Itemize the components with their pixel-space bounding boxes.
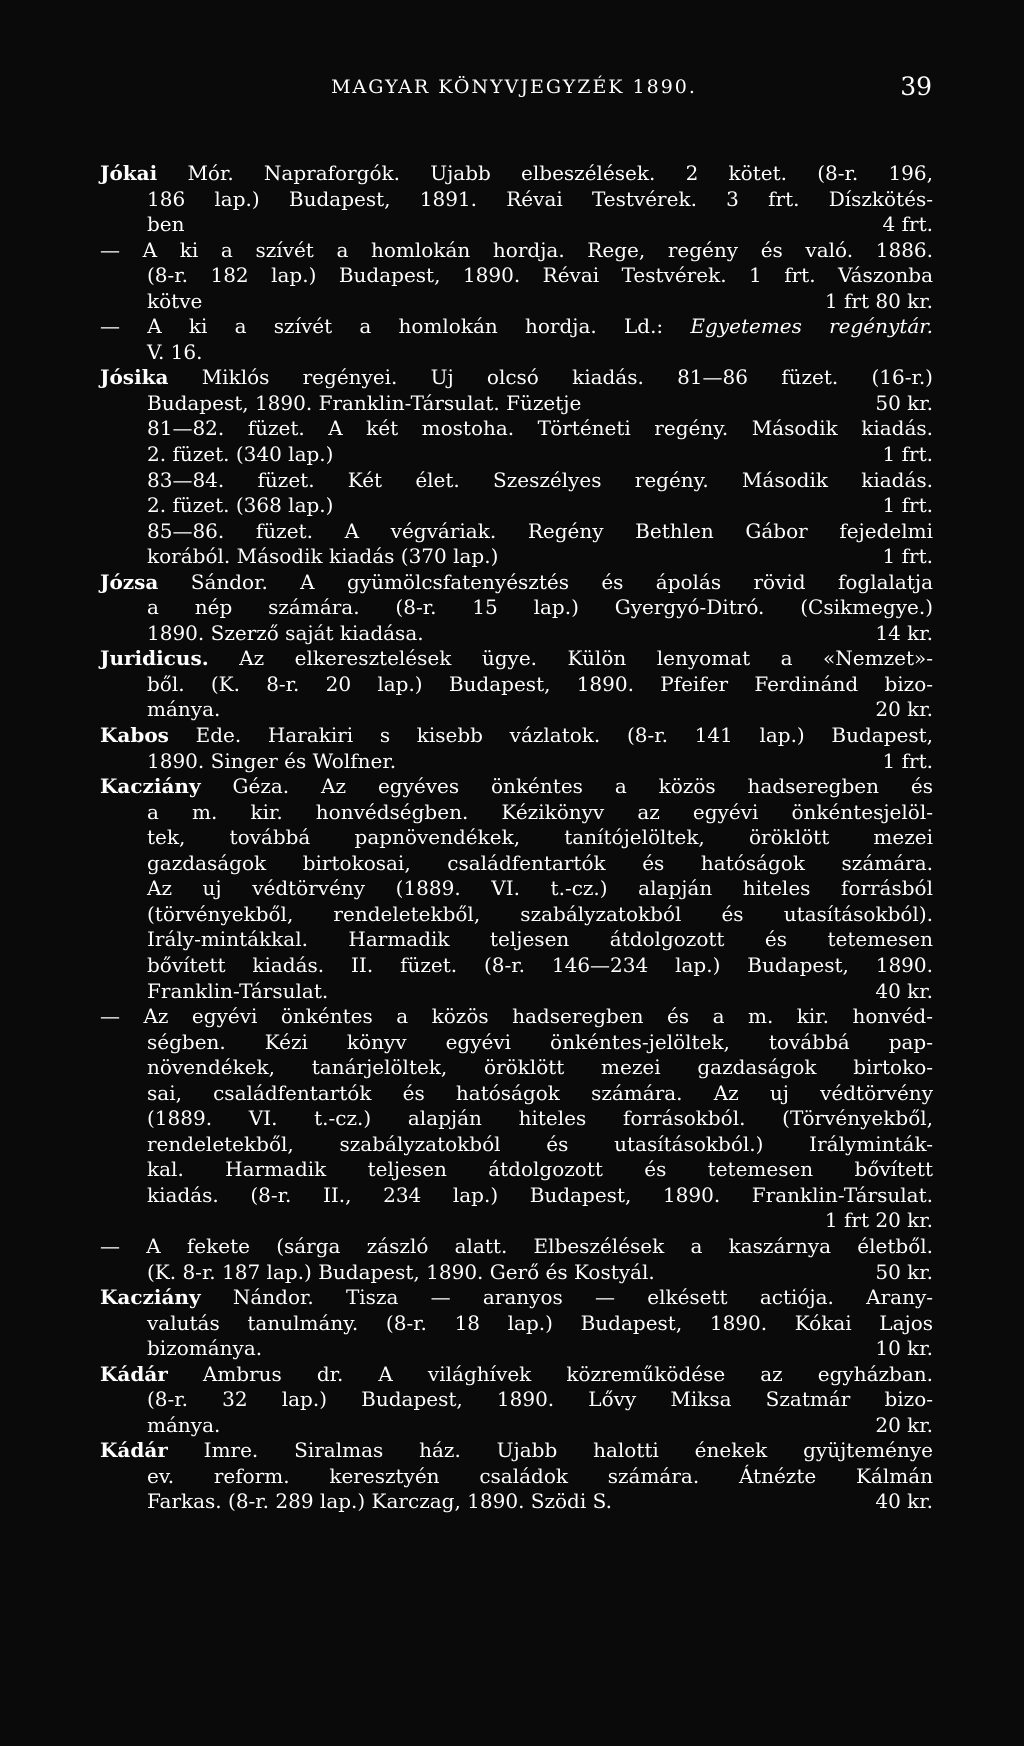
entry-text xyxy=(147,876,933,900)
entry-text xyxy=(147,1464,933,1488)
entry-body: mánya. xyxy=(147,697,221,722)
entry-text xyxy=(100,1234,933,1258)
entry-body: V. 16. xyxy=(147,339,203,364)
entry-line xyxy=(100,1030,933,1056)
entry-line xyxy=(100,1464,933,1490)
entry-line xyxy=(100,468,933,494)
entry-text xyxy=(147,468,933,492)
price: 50 kr. xyxy=(875,1259,933,1284)
entry-body: 85—86. füzet. A végváriak. Regény Bethlen Gábor fejedelmi xyxy=(147,518,933,543)
entry-body: tek, továbbá papnövendékek, tanítójelöltek, öröklött mezei xyxy=(147,825,933,850)
entry-text xyxy=(147,1413,220,1437)
entry-body: Géza. Az egyéves önkéntes a közös hadseregben és xyxy=(200,774,933,799)
entry-line xyxy=(100,212,933,238)
entry-text xyxy=(147,493,333,517)
entry-line xyxy=(100,1413,933,1439)
entry-body: kiadás. (8-r. II., 234 lap.) Budapest, 1890. Franklin-Társulat. xyxy=(147,1182,933,1207)
entry-text xyxy=(147,1106,933,1130)
entry-line xyxy=(100,1055,933,1081)
price: 50 kr. xyxy=(875,390,933,415)
entry-text xyxy=(147,927,933,951)
price: 10 kr. xyxy=(875,1336,933,1361)
author-surname: Kádár xyxy=(100,1361,168,1386)
entry-body: 83—84. füzet. Két élet. Szeszélyes regény. Második kiadás. xyxy=(147,467,933,492)
entry-text xyxy=(147,953,933,977)
entry-line xyxy=(100,1336,933,1362)
entry-body: (1889. VI. t.-cz.) alapján hiteles forrásokból. (Törvényekből, xyxy=(147,1106,933,1131)
entry-text xyxy=(100,365,933,389)
entry-text xyxy=(147,749,396,773)
entry-body: Sándor. A gyümölcsfatenyésztés és ápolás rövid foglalatja xyxy=(158,569,933,594)
entry-line xyxy=(100,289,933,315)
price: 1 frt. xyxy=(882,442,933,467)
author-surname: Jókai xyxy=(100,161,158,185)
price: 1 frt. xyxy=(882,748,933,773)
entry-text xyxy=(147,289,202,313)
entry-line xyxy=(100,749,933,775)
author-surname: Juridicus. xyxy=(100,646,209,671)
entry-line xyxy=(100,1489,933,1515)
entry-text xyxy=(100,1004,933,1028)
entry-text xyxy=(147,340,202,364)
entry-line xyxy=(100,697,933,723)
entry-line xyxy=(100,1004,933,1030)
entry-line xyxy=(100,1081,933,1107)
entry-line xyxy=(100,672,933,698)
entry-body: növendékek, tanárjelöltek, öröklött mezei gazdaságok birtoko- xyxy=(147,1055,933,1080)
entry-text xyxy=(147,851,933,875)
entry-line xyxy=(100,646,933,672)
entry-body: 2. füzet. (368 lap.) xyxy=(147,493,334,518)
entry-line xyxy=(100,187,933,213)
price: 40 kr. xyxy=(875,978,933,1003)
entry-body: ből. (K. 8-r. 20 lap.) Budapest, 1890. Pfeifer Ferdinánd bizo- xyxy=(147,671,933,696)
entry-body: sai, családfentartók és hatóságok számára. Az uj védtörvény xyxy=(147,1080,933,1105)
entry-line xyxy=(100,1387,933,1413)
entry-body: Mór. Napraforgók. Ujabb elbeszélések. 2 kötet. (8-r. 196, xyxy=(157,161,933,185)
entry-text xyxy=(100,314,933,338)
entry-line xyxy=(100,365,933,391)
entry-line xyxy=(100,161,933,187)
entry-line xyxy=(100,1234,933,1260)
entry-text xyxy=(147,391,581,415)
entry-text xyxy=(100,774,933,798)
entry-line xyxy=(100,314,933,340)
entry-line xyxy=(100,519,933,545)
entry-text xyxy=(147,416,933,440)
entry-text xyxy=(147,1336,262,1360)
entry-body: — Az egyévi önkéntes a közös hadseregben és a m. kir. honvéd- xyxy=(100,1004,933,1029)
entry-line xyxy=(100,391,933,417)
entry-body: ben xyxy=(147,212,185,237)
entry-line xyxy=(100,1132,933,1158)
entry-body: kal. Harmadik teljesen átdolgozott és tetemesen bővített xyxy=(147,1157,933,1182)
entry-text xyxy=(147,1030,933,1054)
price: 1 frt. xyxy=(882,493,933,518)
entry-body: a m. kir. honvédségben. Kézikönyv az egyévi önkéntesjelöl- xyxy=(147,799,933,824)
entry-text xyxy=(100,238,933,262)
author-surname: Kacziány xyxy=(100,1285,201,1310)
entry-line xyxy=(100,1285,933,1311)
entry-text xyxy=(100,1438,933,1462)
entry-body: 1890. Singer és Wolfner. xyxy=(147,748,397,773)
entry-text xyxy=(147,544,498,568)
entry-body: Farkas. (8-r. 289 lap.) Karczag, 1890. Szödi S. xyxy=(147,1489,612,1514)
entry-text xyxy=(100,723,933,747)
entry-line xyxy=(100,1208,933,1234)
price: 4 frt. xyxy=(882,212,933,237)
entry-text xyxy=(147,1081,933,1105)
entry-text xyxy=(100,1362,933,1386)
price: 20 kr. xyxy=(875,697,933,722)
entry-line xyxy=(100,902,933,928)
entry-text xyxy=(147,697,220,721)
entry-body: — A ki a szívét a homlokán hordja. Rege, regény és való. 1886. xyxy=(100,237,933,262)
entry-line xyxy=(100,1157,933,1183)
entry-body: (K. 8-r. 187 lap.) Budapest, 1890. Gerő és Kostyál. xyxy=(147,1259,655,1284)
entry-line xyxy=(100,800,933,826)
entry-line xyxy=(100,1311,933,1337)
entry-body: Ede. Harakiri s kisebb vázlatok. (8-r. 141 lap.) Budapest, xyxy=(168,723,933,748)
entry-line xyxy=(100,825,933,851)
entry-text xyxy=(147,1132,933,1156)
entry-body: Nándor. Tisza — aranyos — elkésett actiója. Arany- xyxy=(200,1285,933,1310)
entry-body: ségben. Kézi könyv egyévi önkéntes-jelöltek, továbbá pap- xyxy=(147,1029,933,1054)
author-surname: Jósika xyxy=(100,365,169,390)
entry-body: 186 lap.) Budapest, 1891. Révai Testvérek. 3 frt. Díszkötés- xyxy=(147,186,933,211)
entry-text xyxy=(147,595,933,619)
entry-body: (8-r. 32 lap.) Budapest, 1890. Lővy Miksa Szatmár bizo- xyxy=(147,1387,933,1412)
entry-line xyxy=(100,595,933,621)
entry-body: bővített kiadás. II. füzet. (8-r. 146—234 lap.) Budapest, 1890. xyxy=(147,952,933,977)
entry-text xyxy=(147,1260,655,1284)
entry-line xyxy=(100,1362,933,1388)
entry-text xyxy=(147,979,328,1003)
entry-text xyxy=(147,621,424,645)
entry-line xyxy=(100,979,933,1005)
price: 14 kr. xyxy=(875,620,933,645)
entry-body: (8-r. 182 lap.) Budapest, 1890. Révai Testvérek. 1 frt. Vászonba xyxy=(147,263,933,288)
entry-text xyxy=(147,442,333,466)
entry-text xyxy=(147,187,933,211)
entry-line xyxy=(100,723,933,749)
entry-text xyxy=(147,1489,612,1513)
entry-text xyxy=(147,212,185,236)
entry-body: Franklin-Társulat. xyxy=(147,978,329,1003)
entry-line xyxy=(100,544,933,570)
entry-text xyxy=(147,672,933,696)
author-surname: Kacziány xyxy=(100,774,201,799)
entry-line xyxy=(100,570,933,596)
entry-text xyxy=(147,902,933,926)
entry-body: kötve xyxy=(147,288,203,313)
entry-text xyxy=(100,161,933,185)
entry-line xyxy=(100,1183,933,1209)
entry-line xyxy=(100,621,933,647)
entry-line xyxy=(100,1438,933,1464)
entry-line xyxy=(100,953,933,979)
entry-body: Budapest, 1890. Franklin-Társulat. Füzetje xyxy=(147,390,582,415)
entry-body: 2. füzet. (340 lap.) xyxy=(147,442,334,467)
author-surname: Kádár xyxy=(100,1438,168,1463)
price: 1 frt 80 kr. xyxy=(824,288,933,313)
entry-line xyxy=(100,1106,933,1132)
entry-line xyxy=(100,851,933,877)
entry-line xyxy=(100,340,933,366)
entry-line xyxy=(100,416,933,442)
entry-text xyxy=(147,519,933,543)
entry-body: valutás tanulmány. (8-r. 18 lap.) Budapest, 1890. Kókai Lajos xyxy=(147,1310,933,1335)
entry-line xyxy=(100,493,933,519)
entry-line xyxy=(100,263,933,289)
author-surname: Kabos xyxy=(100,723,169,748)
entry-text xyxy=(100,1285,933,1309)
entry-text xyxy=(147,263,933,287)
price: 1 frt 20 kr. xyxy=(824,1208,933,1233)
entry-text xyxy=(147,1157,933,1181)
entry-body: Ambrus dr. A világhívek közreműködése az egyházban. xyxy=(167,1361,933,1386)
page-header xyxy=(96,72,932,102)
entry-text xyxy=(147,825,933,849)
entry-body: Miklós regényei. Uj olcsó kiadás. 81—86 füzet. (16-r.) xyxy=(168,365,933,390)
entry-line xyxy=(100,238,933,264)
entry-body: — A fekete (sárga zászló alatt. Elbeszélések a kaszárnya életből. xyxy=(100,1233,933,1258)
price: 1 frt. xyxy=(882,544,933,569)
entry-text xyxy=(147,1311,933,1335)
entry-line xyxy=(100,774,933,800)
running-title: MAGYAR KÖNYVJEGYZÉK 1890. xyxy=(331,76,697,98)
entry-line xyxy=(100,876,933,902)
entry-body: (törvényekből, rendeletekből, szabályzatokból és utasításokból). xyxy=(147,901,933,926)
entry-body: bizománya. xyxy=(147,1336,263,1361)
entry-body: Az elkeresztelések ügye. Külön lenyomat a «Nemzet»- xyxy=(208,646,933,671)
page-number: 39 xyxy=(900,72,932,101)
entry-text xyxy=(147,1183,933,1207)
entry-body: gazdaságok birtokosai, családfentartók és hatóságok számára. xyxy=(147,850,933,875)
entry-body: korából. Második kiadás (370 lap.) xyxy=(147,544,499,569)
author-surname: Józsa xyxy=(100,569,159,594)
entry-text xyxy=(147,800,933,824)
entry-body: 1890. Szerző saját kiadása. xyxy=(147,620,424,645)
entry-body: 81—82. füzet. A két mostoha. Történeti regény. Második kiadás. xyxy=(147,416,933,441)
entry-body: Imre. Siralmas ház. Ujabb halotti énekek gyüjteménye xyxy=(167,1438,933,1463)
entry-body: mánya. xyxy=(147,1412,221,1437)
entry-line xyxy=(100,927,933,953)
entry-line xyxy=(100,1260,933,1286)
entry-text xyxy=(147,1387,933,1411)
entry-text xyxy=(147,1055,933,1079)
bibliography-entries xyxy=(100,161,933,1515)
price: 20 kr. xyxy=(875,1412,933,1437)
entry-text xyxy=(100,570,933,594)
entry-body: — A ki a szívét a homlokán hordja. Ld.: xyxy=(100,314,691,339)
entry-body: a nép számára. (8-r. 15 lap.) Gyergyó-Ditró. (Csikmegye.) xyxy=(147,595,933,620)
entry-body: Az uj védtörvény (1889. VI. t.-cz.) alapján hiteles forrásból xyxy=(147,876,933,901)
entry-line xyxy=(100,442,933,468)
price: 40 kr. xyxy=(875,1489,933,1514)
entry-body: Irály-mintákkal. Harmadik teljesen átdolgozott és tetemesen xyxy=(147,927,933,952)
entry-body: ev. reform. keresztyén családok számára. Átnézte Kálmán xyxy=(147,1463,933,1488)
entry-text xyxy=(100,646,933,670)
series-reference: Egyetemes regénytár. xyxy=(690,314,934,339)
entry-body: rendeletekből, szabályzatokból és utasításokból.) Irályminták- xyxy=(147,1131,933,1156)
